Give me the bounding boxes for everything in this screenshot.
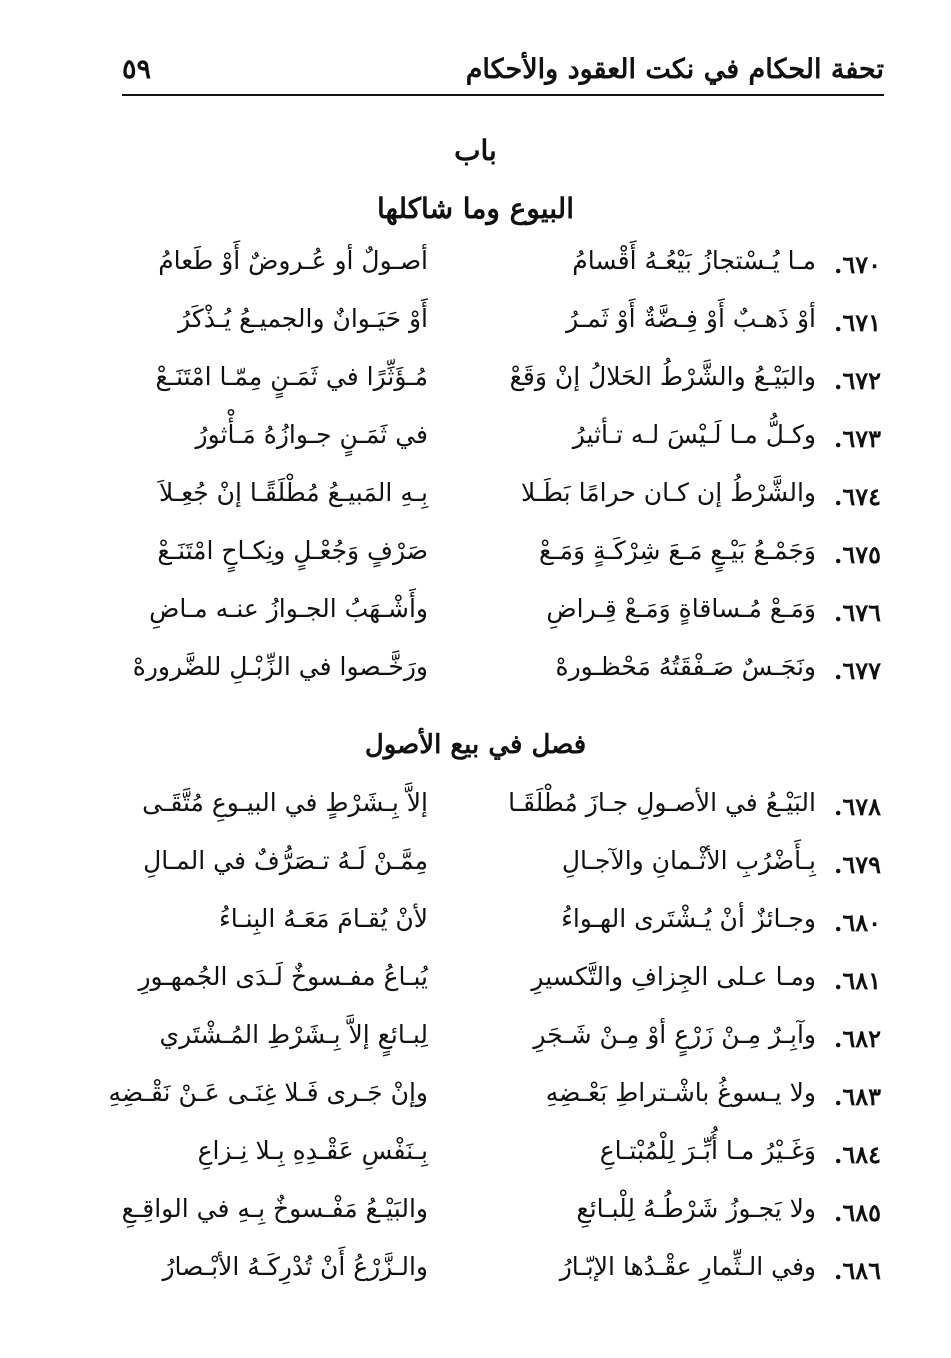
verse-678 (0, 782, 951, 840)
verse-number: ٦٧٣. (833, 424, 881, 453)
verse-number: ٦٨٥. (833, 1198, 881, 1227)
verse-number: ٦٧٦. (833, 598, 881, 627)
verse-number: ٦٧٧. (833, 656, 881, 685)
verse-second-hemistich: والـزَّرْعُ أَنْ تُدْرِكَـهُ الأبْـصارُ (162, 1252, 428, 1281)
chapter-label: باب (454, 134, 497, 167)
verse-684 (0, 1130, 951, 1188)
verse-first-hemistich: وَغَـيْرُ مـا أُبِّـرَ لِلْمُبْتـاعِ (599, 1136, 816, 1165)
verse-second-hemistich: أصـولٌ أو عُـروضٌ أَوْ طَعامُ (158, 246, 428, 275)
verse-second-hemistich: والبَيْـعُ مَفْـسوخٌ بِـهِ في الواقِـعِ (121, 1194, 428, 1223)
verse-number: ٦٨٦. (833, 1256, 881, 1285)
verse-second-hemistich: أَوْ حَيَـوانٌ والجميـعُ يُـذْكَرُ (178, 304, 428, 333)
verse-second-hemistich: وأَشْـهَبُ الجـوازُ عنـه مـاضِ (149, 594, 428, 623)
verse-number: ٦٧٠. (833, 250, 881, 279)
verse-number: ٦٧١. (833, 308, 881, 337)
verse-number: ٦٨٤. (833, 1140, 881, 1169)
verse-677 (0, 646, 951, 704)
verse-first-hemistich: أوْ ذَهـبٌ أَوْ فِـضَّةٌ أَوْ ثَمـرُ (566, 304, 816, 333)
running-header (122, 52, 884, 96)
verse-686 (0, 1246, 951, 1304)
verse-first-hemistich: ولا يَجـوزُ شَرْطُـهُ لِلْبـائعِ (576, 1194, 816, 1223)
verse-683 (0, 1072, 951, 1130)
verse-first-hemistich: وفي الـثِّمارِ عقْـدُها الإبّـارُ (559, 1252, 816, 1281)
verse-681 (0, 956, 951, 1014)
verse-first-hemistich: ونَجَـسٌ صَـفْقَتُهُ مَحْظـورهْ (555, 652, 816, 681)
verse-first-hemistich: وَجَمْـعُ بَيْـعٍ مَـعَ شِرْكَـةٍ وَمَـعْ (538, 536, 816, 565)
running-title: تحفة الحكام في نكت العقود والأحكام (465, 54, 884, 85)
verse-second-hemistich: ورَخَّـصوا في الزِّبْـلِ للضَّرورهْ (132, 652, 428, 681)
verse-number: ٦٧٢. (833, 366, 881, 395)
verse-second-hemistich: لأنْ يُقـامَ مَعَـهُ البِنـاءُ (218, 904, 428, 933)
verse-first-hemistich: وَمَـعْ مُـساقاةٍ وَمَـعْ قِـراضِ (546, 594, 816, 623)
verse-number: ٦٨٠. (833, 908, 881, 937)
verse-first-hemistich: وكـلُّ مـا لَـيْسَ لـه تـأثيرُ (572, 420, 816, 449)
verse-676 (0, 588, 951, 646)
verse-671 (0, 298, 951, 356)
verse-first-hemistich: البَيْـعُ في الأصـولِ جـازَ مُطْلَقَـا (508, 788, 816, 817)
verse-first-hemistich: بِـأَضْرُبِ الأثْـمانِ والآجـالِ (561, 846, 816, 875)
verse-number: ٦٧٤. (833, 482, 881, 511)
verse-672 (0, 356, 951, 414)
verse-first-hemistich: والشَّرْطُ إن كـان حرامًا بَطَـلا (520, 478, 816, 507)
verse-675 (0, 530, 951, 588)
verse-number: ٦٧٥. (833, 540, 881, 569)
verse-number: ٦٨١. (833, 966, 881, 995)
verse-679 (0, 840, 951, 898)
verse-first-hemistich: ولا يـسوغُ باشْـتراطِ بَعْـضِهِ (545, 1078, 816, 1107)
page-number: ٥٩ (122, 54, 152, 85)
verse-number: ٦٨٢. (833, 1024, 881, 1053)
verse-second-hemistich: وإنْ جَـرى فَـلا غِنَـى عَـنْ نَقْـضِهِ (108, 1078, 428, 1107)
verse-673 (0, 414, 951, 472)
verse-second-hemistich: لِبـائعٍ إلاَّ بِـشَرْطِ المُـشْتَري (159, 1020, 428, 1049)
verse-674 (0, 472, 951, 530)
verse-670 (0, 240, 951, 298)
verse-second-hemistich: بِـنَفْسِ عَقْـدِهِ بِـلا نِـزاعِ (197, 1136, 428, 1165)
verse-second-hemistich: بِـهِ المَبيـعُ مُطْلَقًـا إنْ جُعِـلاَ (158, 478, 428, 507)
verse-first-hemistich: ومـا عـلى الجِزافِ والتَّكسيرِ (531, 962, 816, 991)
verse-number: ٦٧٩. (833, 850, 881, 879)
verse-second-hemistich: في ثَمَـنٍ جـوازُهُ مَـأْثورُ (195, 420, 428, 449)
verse-number: ٦٨٣. (833, 1082, 881, 1111)
chapter-title: البيوع وما شاكلها (377, 192, 574, 225)
verse-680 (0, 898, 951, 956)
verse-685 (0, 1188, 951, 1246)
section-title: فصل في بيع الأصول (364, 730, 587, 760)
verse-second-hemistich: مِمَّـنْ لَـهُ تـصَرُّفٌ في المـالِ (143, 846, 428, 875)
verse-first-hemistich: والبَيْـعُ والشَّرْطُ الحَلالُ إنْ وَقَعْ (509, 362, 816, 391)
verse-first-hemistich: مـا يُـسْتجازُ بَيْعُـهُ أَقْسامُ (572, 246, 816, 275)
verse-682 (0, 1014, 951, 1072)
verse-second-hemistich: إلاَّ بِـشَرْطٍ في البيـوعِ مُتَّقَـى (142, 788, 428, 817)
verse-first-hemistich: وجـائزٌ أنْ يُـشْتَرى الهـواءُ (561, 904, 816, 933)
verse-second-hemistich: يُبـاعُ مفـسوخٌ لَـدَى الجُمهـورِ (138, 962, 428, 991)
verse-number: ٦٧٨. (833, 792, 881, 821)
verse-first-hemistich: وآبِـرٌ مِـنْ زَرْعٍ أوْ مِـنْ شَـجَرِ (533, 1020, 816, 1049)
verse-second-hemistich: مُـؤَثِّرًا في ثَمَـنٍ مِمّـا امْتَنَـعْ (155, 362, 428, 391)
verse-second-hemistich: صَرْفٍ وَجُعْـلٍ ونِكـاحٍ امْتَنَـعْ (157, 536, 428, 565)
